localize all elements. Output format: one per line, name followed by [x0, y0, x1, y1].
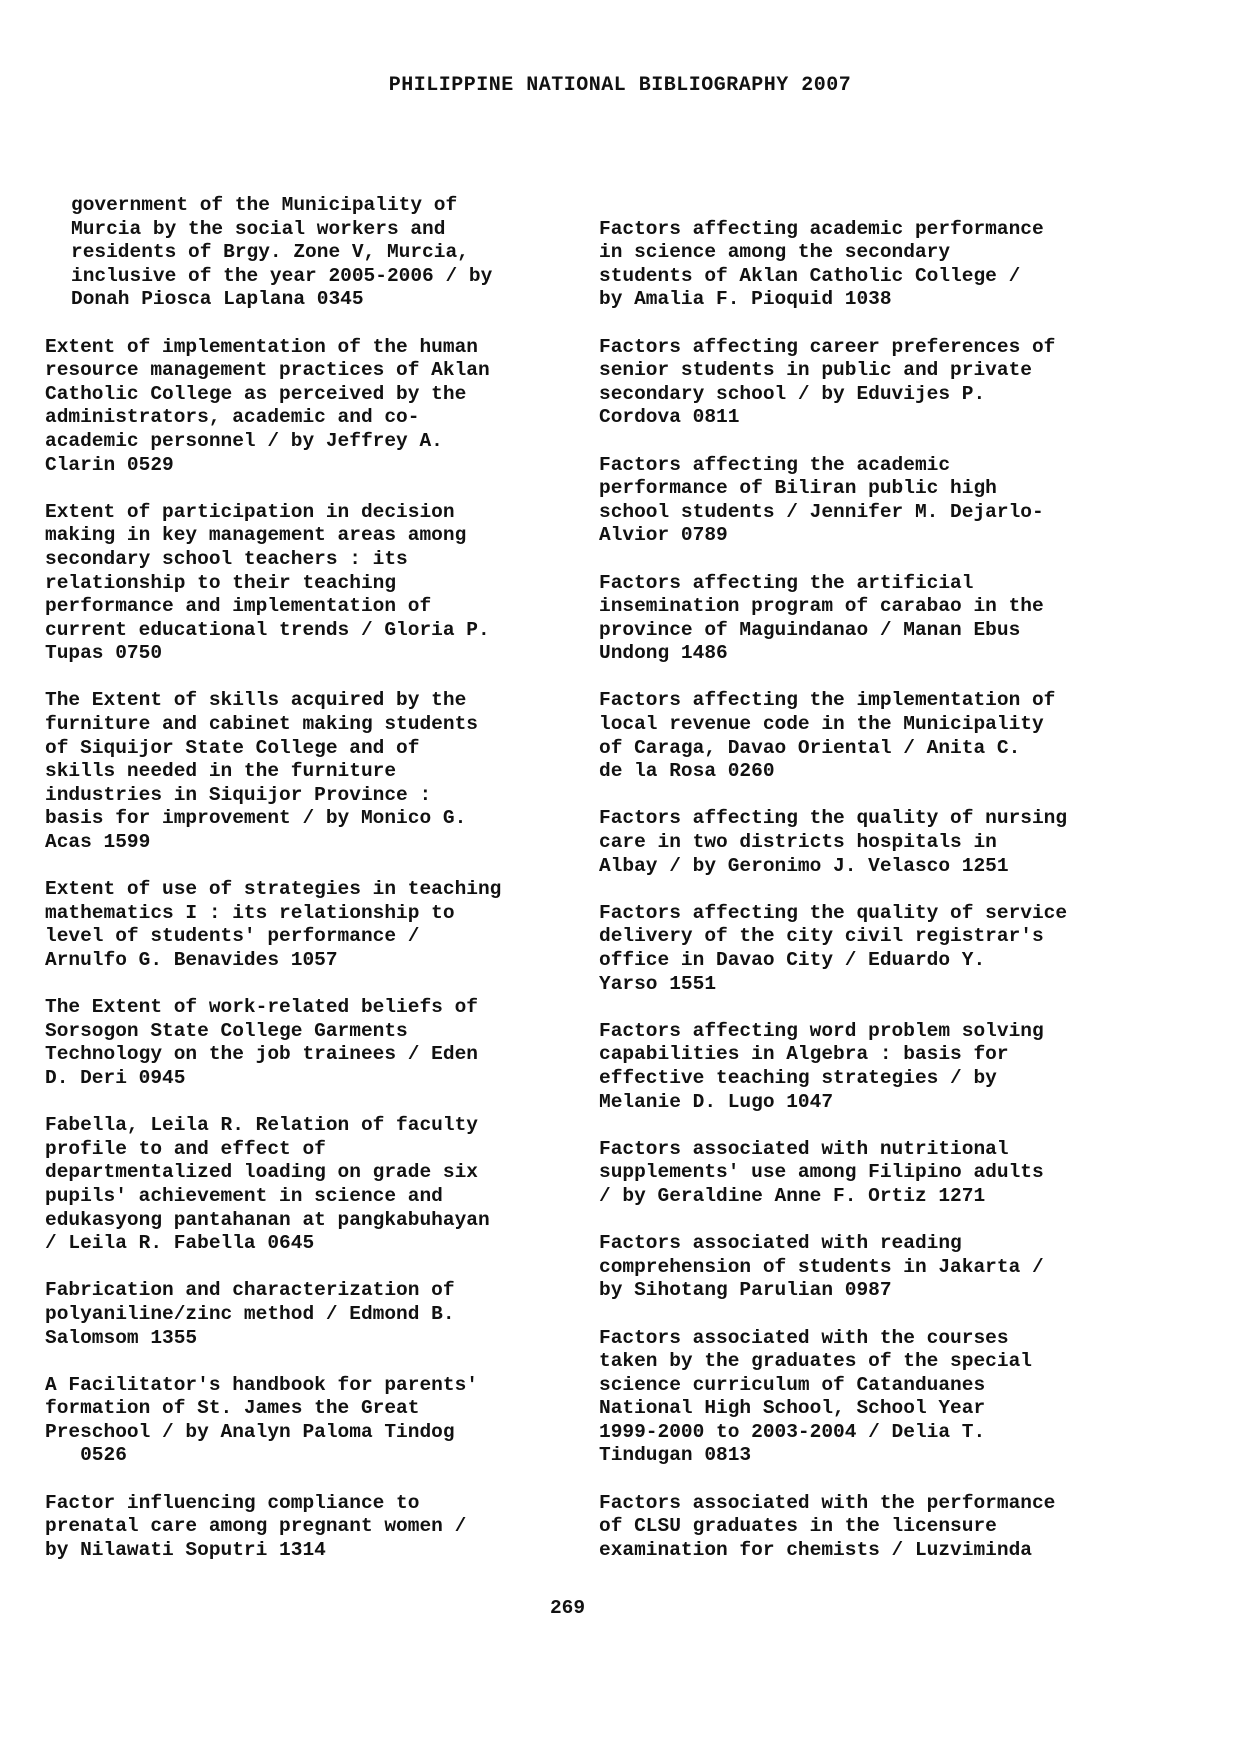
entry-line: industries in Siquijor Province : [45, 783, 432, 806]
entry-line: 0526 [45, 1444, 127, 1467]
left-column [45, 194, 565, 1586]
entry-line: performance and implementation of [45, 595, 432, 618]
entry-line: comprehension of students in Jakarta / [599, 1255, 1044, 1278]
entry-line: current educational trends / Gloria P. [45, 618, 490, 641]
entry-line: Factors affecting word problem solving [599, 1019, 1044, 1042]
entry-line: Factors associated with reading [599, 1232, 962, 1255]
entry-line: supplements' use among Filipino adults [599, 1161, 1044, 1184]
right-column [599, 194, 1119, 1586]
entry-line: Murcia by the social workers and [71, 217, 446, 240]
bibliography-entry [599, 902, 1119, 996]
entry-line: Fabella, Leila R. Relation of faculty [45, 1114, 478, 1137]
entry-line: Extent of implementation of the human [45, 335, 478, 358]
bibliography-entry [45, 1492, 565, 1563]
entry-line: Sorsogon State College Garments [45, 1019, 408, 1042]
entry-line: Factors affecting career preferences of [599, 335, 1056, 358]
entry-line: science curriculum of Catanduanes [599, 1373, 986, 1396]
entry-line: National High School, School Year [599, 1397, 986, 1420]
entry-line: Factors affecting the academic [599, 453, 951, 476]
entry-line: formation of St. James the Great [45, 1397, 420, 1420]
entry-line: Technology on the job trainees / Eden [45, 1043, 478, 1066]
entry-line: Clarin 0529 [45, 453, 174, 476]
entry-line: senior students in public and private [599, 359, 1032, 382]
bibliography-entry [599, 807, 1119, 878]
entry-line: Catholic College as perceived by the [45, 382, 467, 405]
entry-line: Tindugan 0813 [599, 1444, 752, 1467]
entry-line: making in key management areas among [45, 524, 467, 547]
entry-line: examination for chemists / Luzviminda [599, 1538, 1032, 1561]
entry-line: Cordova 0811 [599, 406, 740, 429]
entry-line: prenatal care among pregnant women / [45, 1515, 467, 1538]
entry-line: in science among the secondary [599, 241, 951, 264]
entry-line: Factors associated with the performance [599, 1491, 1056, 1514]
bibliography-entry [599, 1232, 1119, 1303]
entry-line: Undong 1486 [599, 642, 728, 665]
bibliography-entry [599, 1138, 1119, 1209]
bibliography-entry [45, 1279, 565, 1350]
bibliography-entry [45, 996, 565, 1090]
entry-line: province of Maguindanao / Manan Ebus [599, 618, 1021, 641]
entry-line: Factors affecting the artificial [599, 571, 974, 594]
bibliography-entry [45, 689, 565, 854]
entry-line: secondary school / by Eduvijes P. [599, 382, 986, 405]
entry-line: local revenue code in the Municipality [599, 713, 1044, 736]
bibliography-entry [599, 1327, 1119, 1469]
entry-line: capabilities in Algebra : basis for [599, 1043, 1009, 1066]
entry-line: Factors affecting academic performance [599, 217, 1044, 240]
entry-line: 1999-2000 to 2003-2004 / Delia T. [599, 1420, 986, 1443]
bibliography-entry [599, 1020, 1119, 1114]
entry-line: care in two districts hospitals in [599, 831, 997, 854]
entry-line: Factors affecting the implementation of [599, 689, 1056, 712]
entry-line: by Amalia F. Pioquid 1038 [599, 288, 892, 311]
entry-line: delivery of the city civil registrar's [599, 925, 1044, 948]
entry-line: edukasyong pantahanan at pangkabuhayan [45, 1208, 490, 1231]
entry-line: skills needed in the furniture [45, 760, 397, 783]
entry-line: Yarso 1551 [599, 972, 717, 995]
bibliography-entry [599, 218, 1119, 312]
entry-line: of CLSU graduates in the licensure [599, 1515, 997, 1538]
entry-line: profile to and effect of [45, 1137, 326, 1160]
entry-line: resource management practices of Aklan [45, 359, 490, 382]
page-header: PHILIPPINE NATIONAL BIBLIOGRAPHY 2007 [388, 74, 852, 97]
entry-line: of Caraga, Davao Oriental / Anita C. [599, 736, 1021, 759]
entry-line: Factor influencing compliance to [45, 1491, 420, 1514]
entry-line: Donah Piosca Laplana 0345 [71, 288, 364, 311]
entry-line: The Extent of skills acquired by the [45, 689, 467, 712]
bibliography-entry [45, 194, 565, 312]
entry-line: Acas 1599 [45, 831, 151, 854]
entry-line: Factors affecting the quality of service [599, 901, 1068, 924]
entry-line: de la Rosa 0260 [599, 760, 775, 783]
entry-line: Extent of use of strategies in teaching [45, 878, 502, 901]
entry-line: government of the Municipality of [71, 194, 458, 216]
entry-line: by Nilawati Soputri 1314 [45, 1538, 326, 1561]
entry-line: basis for improvement / by Monico G. [45, 807, 467, 830]
entry-line: academic personnel / by Jeffrey A. [45, 429, 443, 452]
entry-line: departmentalized loading on grade six [45, 1161, 478, 1184]
entry-line: inclusive of the year 2005-2006 / by [71, 264, 493, 287]
entry-line: Arnulfo G. Benavides 1057 [45, 949, 338, 971]
entry-line: Melanie D. Lugo 1047 [599, 1090, 834, 1113]
bibliography-entry [45, 1114, 565, 1256]
entry-line: Factors associated with the courses [599, 1326, 1009, 1349]
entry-line: of Siquijor State College and of [45, 736, 420, 759]
entry-line: Factors associated with nutritional [599, 1137, 1009, 1160]
entry-line: relationship to their teaching [45, 571, 397, 594]
bibliography-entry [599, 689, 1119, 783]
entry-line: by Sihotang Parulian 0987 [599, 1279, 892, 1302]
bibliography-entry [599, 572, 1119, 666]
entry-line: insemination program of carabao in the [599, 595, 1044, 618]
bibliography-entry [599, 454, 1119, 548]
entry-line: taken by the graduates of the special [599, 1350, 1032, 1373]
entry-line: / by Geraldine Anne F. Ortiz 1271 [599, 1184, 986, 1207]
bibliography-entry [45, 501, 565, 666]
entry-line: level of students' performance / [45, 925, 420, 948]
bibliography-entry [599, 336, 1119, 430]
entry-line: polyaniline/zinc method / Edmond B. [45, 1302, 455, 1325]
page-number: 269 [549, 1597, 586, 1619]
entry-line: office in Davao City / Eduardo Y. [599, 949, 986, 971]
entry-line: furniture and cabinet making students [45, 713, 478, 736]
bibliography-entry [599, 1492, 1119, 1563]
entry-line: Tupas 0750 [45, 642, 163, 665]
entry-line: mathematics I : its relationship to [45, 901, 455, 924]
entry-line: pupils' achievement in science and [45, 1184, 443, 1207]
entry-line: The Extent of work-related beliefs of [45, 996, 478, 1019]
entry-line: secondary school teachers : its [45, 547, 408, 570]
entry-line: Extent of participation in decision [45, 500, 455, 523]
entry-line: administrators, academic and co- [45, 406, 420, 429]
entry-line: Preschool / by Analyn Paloma Tindog [45, 1420, 455, 1443]
entry-line: residents of Brgy. Zone V, Murcia, [71, 241, 469, 264]
entry-line: A Facilitator's handbook for parents' [45, 1373, 478, 1396]
entry-line: Fabrication and characterization of [45, 1279, 455, 1302]
entry-line: performance of Biliran public high [599, 477, 997, 500]
entry-line: / Leila R. Fabella 0645 [45, 1232, 315, 1255]
entry-line: Alvior 0789 [599, 524, 728, 547]
entry-line: Albay / by Geronimo J. Velasco 1251 [599, 854, 1009, 877]
entry-line: Salomsom 1355 [45, 1326, 198, 1349]
bibliography-entry [45, 336, 565, 478]
bibliography-entry [45, 878, 565, 972]
entry-line: D. Deri 0945 [45, 1066, 186, 1089]
entry-line: students of Aklan Catholic College / [599, 264, 1021, 287]
bibliography-entry [45, 1374, 565, 1468]
entry-line: school students / Jennifer M. Dejarlo- [599, 500, 1044, 523]
entry-line: Factors affecting the quality of nursing [599, 807, 1068, 830]
entry-line: effective teaching strategies / by [599, 1066, 997, 1089]
